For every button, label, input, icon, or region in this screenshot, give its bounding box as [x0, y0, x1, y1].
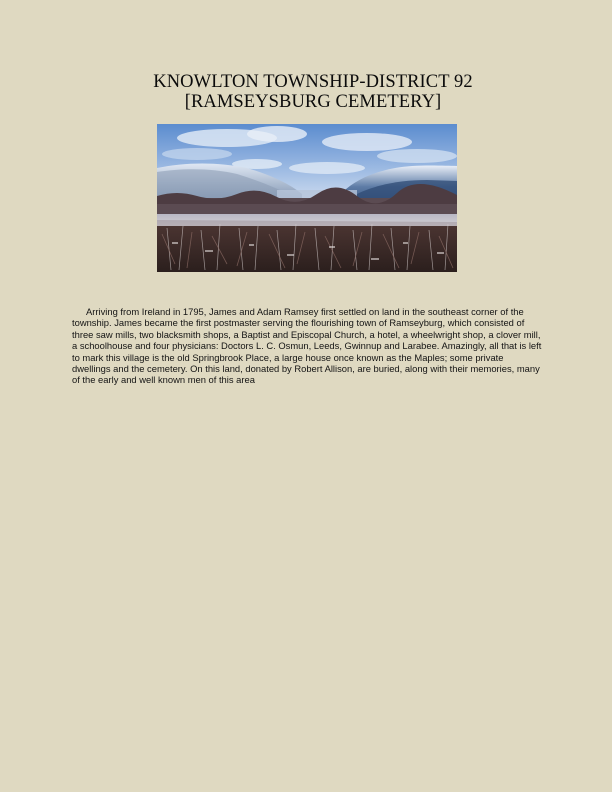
winter-landscape-photo-icon — [157, 124, 457, 272]
title-line-1: KNOWLTON TOWNSHIP-DISTRICT 92 — [153, 72, 473, 92]
body-paragraph-container — [72, 306, 542, 386]
page-title — [0, 72, 612, 112]
body-paragraph: Arriving from Ireland in 1795, James and Adam Ramsey first settled on land in the southeast corner of the township. James became the first postmaster serving the flourishing town of Ramseyburg, which consisted of three saw mills, two blacksmith shops, a Baptist and Episcopal Church, a hotel, a wheelwright shop, a clover mill, a schoolhouse and four physicians: Doctors L. C. Osmun, Leeds, Gwinnup and Larabee. Amazingly, all that is left to mark this village is the old Springbrook Place, a large house once known as the Maples; some private dwellings and the cemetery. On this land, donated by Robert Allison, are buried, along with their memories, many of the early and well known men of this area — [72, 306, 542, 386]
landscape-photo — [157, 124, 457, 272]
title-line-2: [RAMSEYSBURG CEMETERY] — [184, 92, 442, 112]
